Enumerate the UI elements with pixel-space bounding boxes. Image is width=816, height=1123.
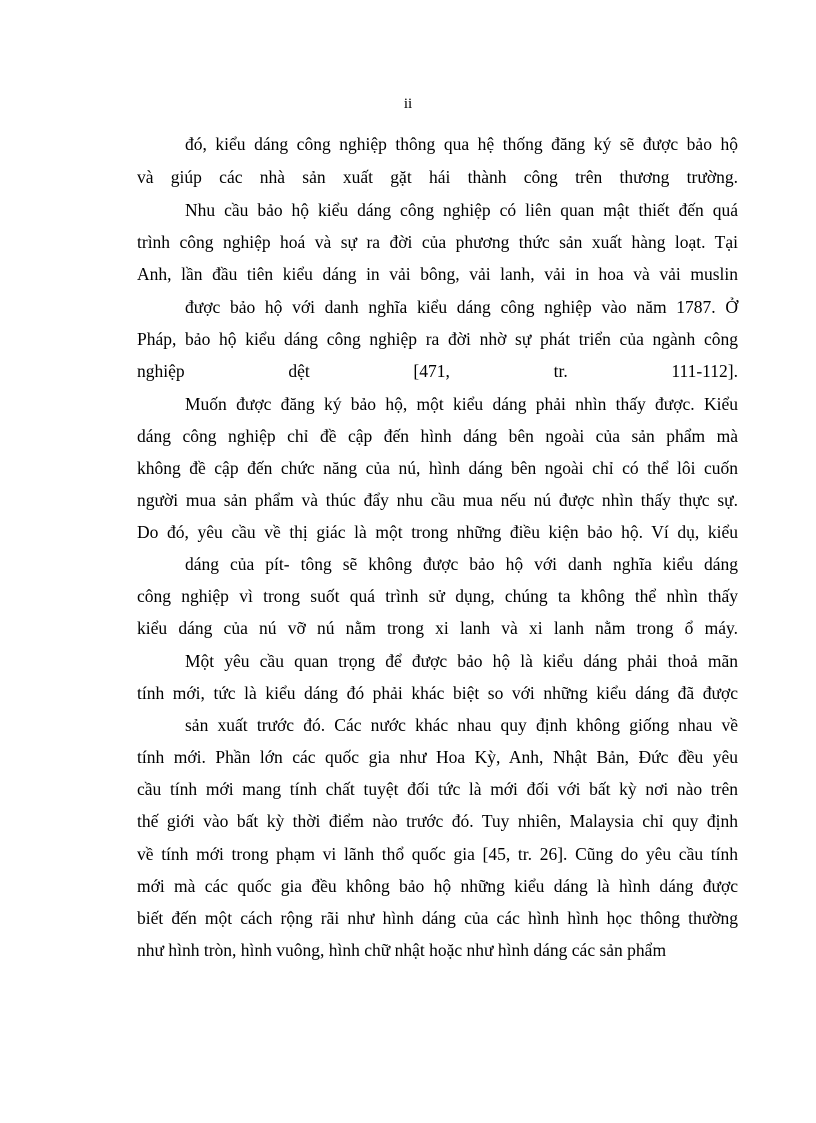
text-line: kiểu dáng của nú vỡ nú nằm trong xi lanh và xi lanh nằm trong ổ máy.	[137, 618, 738, 638]
text-line: Anh, lần đầu tiên kiểu dáng in vải bông, vải lanh, vải in hoa và vải muslin	[137, 264, 738, 284]
text-line: không đề cập đến chức năng của nú, hình dáng bên ngoài chỉ có thể lôi cuốn	[137, 458, 738, 478]
text-line: Nhu cầu bảo hộ kiểu dáng công nghiệp có liên quan mật thiết đến quá	[185, 200, 738, 220]
text-line: Một yêu cầu quan trọng để được bảo hộ là kiểu dáng phải thoả mãn	[185, 651, 738, 671]
text-line: biết đến một cách rộng rãi như hình dáng của các hình hình học thông thường	[137, 908, 738, 928]
text-line: và giúp các nhà sản xuất gặt hái thành công trên thương trường.	[137, 167, 738, 187]
text-line: nghiệp dệt [471, tr. 111-112].	[137, 361, 738, 381]
text-line: người mua sản phẩm và thúc đẩy nhu cầu mua nếu nú được nhìn thấy thực sự.	[137, 490, 738, 510]
text-line: sản xuất trước đó. Các nước khác nhau quy định không giống nhau về	[185, 715, 738, 735]
text-line: dáng của pít- tông sẽ không được bảo hộ với danh nghĩa kiểu dáng	[185, 554, 738, 574]
page-number: ii	[403, 96, 413, 112]
text-line: Pháp, bảo hộ kiểu dáng công nghiệp ra đời nhờ sự phát triển của ngành công	[137, 329, 738, 349]
text-line: trình công nghiệp hoá và sự ra đời của phương thức sản xuất hàng loạt. Tại	[137, 232, 738, 252]
text-line: đó, kiểu dáng công nghiệp thông qua hệ thống đăng ký sẽ được bảo hộ	[185, 134, 738, 154]
text-line: tính mới. Phần lớn các quốc gia như Hoa Kỳ, Anh, Nhật Bản, Đức đều yêu	[137, 747, 738, 767]
text-line: công nghiệp vì trong suốt quá trình sử dụng, chúng ta không thể nhìn thấy	[137, 586, 738, 606]
text-line: Muốn được đăng ký bảo hộ, một kiểu dáng phải nhìn thấy được. Kiểu	[185, 394, 738, 414]
text-line: cầu tính mới mang tính chất tuyệt đối tức là mới đối với bất kỳ nơi nào trên	[137, 779, 738, 799]
text-line: được bảo hộ với danh nghĩa kiểu dáng công nghiệp vào năm 1787. Ở	[185, 297, 738, 317]
text-line: Do đó, yêu cầu về thị giác là một trong những điều kiện bảo hộ. Ví dụ, kiểu	[137, 522, 738, 542]
text-line: thế giới vào bất kỳ thời điểm nào trước đó. Tuy nhiên, Malaysia chỉ quy định	[137, 811, 738, 831]
text-line: như hình tròn, hình vuông, hình chữ nhật hoặc như hình dáng các sản phẩm	[137, 940, 667, 960]
text-line: về tính mới trong phạm vi lãnh thổ quốc gia [45, tr. 26]. Cũng do yêu cầu tính	[137, 844, 738, 864]
text-line: mới mà các quốc gia đều không bảo hộ những kiểu dáng là hình dáng được	[137, 876, 738, 896]
text-line: tính mới, tức là kiểu dáng đó phải khác biệt so với những kiểu dáng đã được	[137, 683, 738, 703]
text-line: dáng công nghiệp chỉ đề cập đến hình dáng bên ngoài của sản phẩm mà	[137, 426, 738, 446]
